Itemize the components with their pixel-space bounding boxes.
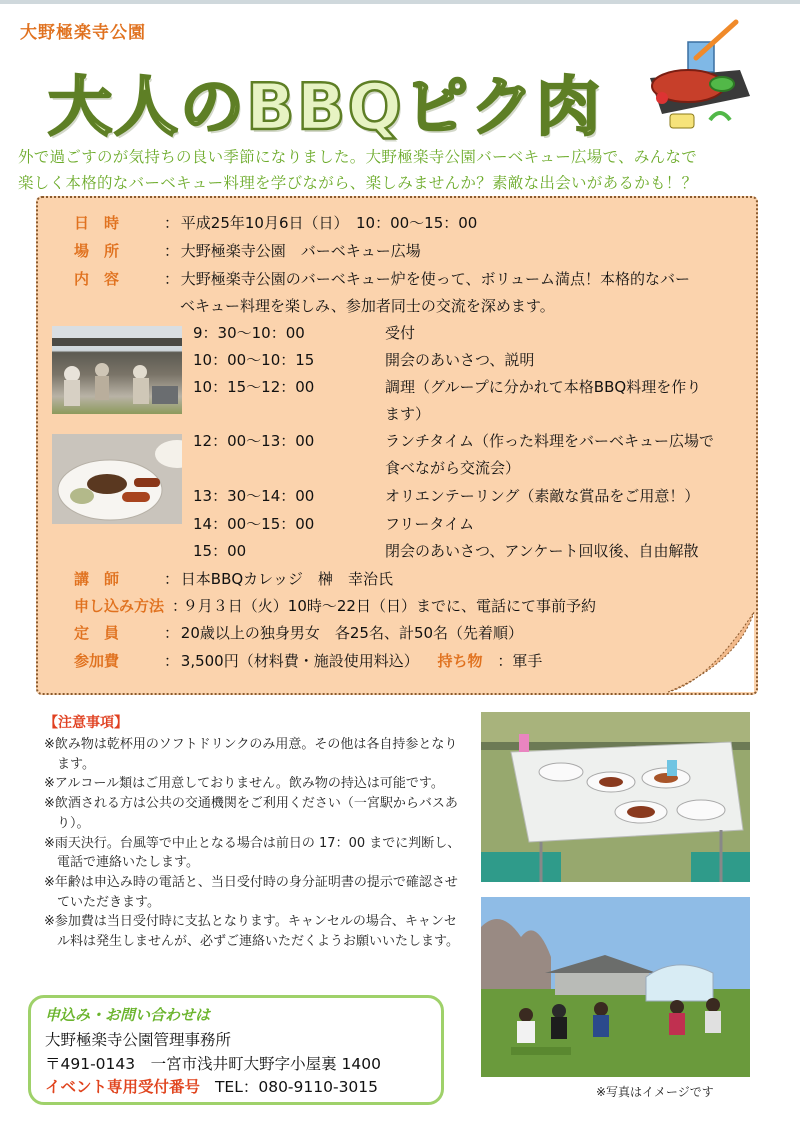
schedule-time: 10：00〜10：15 xyxy=(193,351,315,369)
photo-caption: ※写真はイメージです xyxy=(596,1085,714,1099)
place-value: 大野極楽寺公園 バーベキュー広場 xyxy=(180,242,421,260)
datetime-value: 平成25年10月6日（日） 10：00〜15：00 xyxy=(180,214,478,232)
straw-shape xyxy=(696,22,736,58)
hotline-row xyxy=(45,1075,378,1097)
note-item: ※アルコール類はご用意しておりません。飲み物の持込は可能です。 xyxy=(44,776,444,792)
intro-text xyxy=(18,144,788,196)
contact-box xyxy=(28,995,444,1105)
colon: ： xyxy=(164,270,180,288)
intro-line-1: 外で過ごすのが気持ちの良い季節になりました。大野極楽寺公園バーベキュー広場で、みんなで xyxy=(18,148,698,166)
schedule-time: 9：30〜10：00 xyxy=(193,324,305,342)
top-rule xyxy=(0,0,800,4)
pepper-shape xyxy=(710,77,734,91)
notes-heading: 【注意事項】 xyxy=(44,715,128,731)
datetime-label: 日 時 xyxy=(74,214,120,232)
bring-label: 持ち物 xyxy=(437,652,483,670)
apply-row xyxy=(74,595,596,617)
schedule-time: 10：15〜12：00 xyxy=(193,378,315,396)
corn-shape xyxy=(670,114,694,128)
page-curl-shape xyxy=(668,612,758,694)
lecturer-row xyxy=(74,568,393,590)
content-label: 内 容 xyxy=(74,270,120,288)
schedule-time: 15：00 xyxy=(193,542,247,560)
intro-line-2: 楽しく本格的なバーベキュー料理を学びながら、楽しみませんか？素敵な出会いがあるかも！？ xyxy=(18,174,698,192)
schedule-item: オリエンテーリング（素敵な賞品をご用意！） xyxy=(385,487,700,505)
note-item: ※雨天決行。台風等で中止となる場合は前日の 17：00 までに判断し、電話で連絡いたします。 xyxy=(44,835,461,871)
schedule-item: 受付 xyxy=(385,324,416,342)
tomato-shape xyxy=(656,92,668,104)
capacity-value: 20歳以上の独身男女 各25名、計50名（先着順） xyxy=(180,624,524,642)
place-row xyxy=(74,240,421,262)
schedule-item-cont: 食べながら交流会） xyxy=(385,459,521,477)
schedule-item: 調理（グループに分かれて本格BBQ料理を作り xyxy=(385,378,702,396)
colon: ： xyxy=(164,214,180,232)
fee-label: 参加費 xyxy=(74,652,120,670)
schedule-item: 閉会のあいさつ、アンケート回収後、自由解散 xyxy=(385,542,699,560)
schedule-item: フリータイム xyxy=(385,515,475,533)
colon: ： xyxy=(172,597,188,615)
place-label: 場 所 xyxy=(74,242,120,260)
content-value-2: ベキュー料理を楽しみ、参加者同士の交流を深めます。 xyxy=(180,297,555,315)
note-item: ※参加費は当日受付時に支払となります。キャンセルの場合、キャンセル料は発生しませんが、必ずご連絡いただくようお願いいたします。 xyxy=(44,914,459,950)
bring-value: ：軍手 xyxy=(497,652,543,670)
datetime-row xyxy=(74,212,477,234)
page-title: 大人のBBQピク肉 xyxy=(48,71,602,145)
office-name: 大野極楽寺公園管理事務所 xyxy=(45,1031,232,1049)
hotline-label: イベント専用受付番号 xyxy=(45,1078,201,1096)
schedule-time: 13：30〜14：00 xyxy=(193,487,315,505)
schedule-item: ランチタイム（作った料理をバーベキュー広場で xyxy=(385,432,714,450)
fee-value: 3,500円（材料費・施設使用料込） xyxy=(180,652,419,670)
apply-label: 申し込み方法 xyxy=(74,597,165,615)
content-value-1: 大野極楽寺公園のバーベキュー炉を使って、ボリューム満点！本格的なバー xyxy=(180,270,691,288)
park-name: 大野極楽寺公園 xyxy=(20,23,146,43)
colon: ： xyxy=(164,624,180,642)
event-photo-plates xyxy=(52,434,182,524)
contact-heading: 申込み・お問い合わせは xyxy=(45,1006,211,1024)
photo-picnic-group xyxy=(481,897,750,1077)
content-row xyxy=(74,268,690,290)
capacity-label: 定 員 xyxy=(74,624,120,642)
schedule-time: 14：00〜15：00 xyxy=(193,515,315,533)
schedule-time: 12：00〜13：00 xyxy=(193,432,315,450)
bbq-illustration xyxy=(630,18,770,133)
lecturer-value: 日本BBQカレッジ 榊 幸治氏 xyxy=(180,570,394,588)
capacity-row xyxy=(74,622,523,644)
fee-row xyxy=(74,650,542,672)
photo-food-table xyxy=(481,712,750,882)
note-item: ※飲み物は乾杯用のソフトドリンクのみ用意。その他は各自持参となります。 xyxy=(44,737,458,772)
phone-number[interactable]: TEL：080-9110-3015 xyxy=(214,1078,379,1096)
colon: ： xyxy=(164,242,180,260)
apply-value: ９月３日（火）10時〜22日（日）までに、電話にて事前予約 xyxy=(182,597,596,615)
note-item: ※飲酒される方は公共の交通機関をご利用ください（一宮駅からバスあり）。 xyxy=(44,796,458,831)
colon: ： xyxy=(164,652,180,670)
colon: ： xyxy=(164,570,180,588)
event-photo-grill xyxy=(52,326,182,414)
note-item: ※年齢は申込み時の電話と、当日受付時の身分証明書の提示で確認させていただきます。 xyxy=(44,874,458,910)
pepper-ring-shape xyxy=(710,113,730,120)
schedule-item: 開会のあいさつ、説明 xyxy=(385,351,535,369)
address: 〒491-0143 一宮市浅井町大野字小屋裏 1400 xyxy=(45,1055,381,1073)
schedule-item-cont: ます） xyxy=(385,405,431,423)
lecturer-label: 講 師 xyxy=(74,570,120,588)
notes-list xyxy=(44,735,464,952)
